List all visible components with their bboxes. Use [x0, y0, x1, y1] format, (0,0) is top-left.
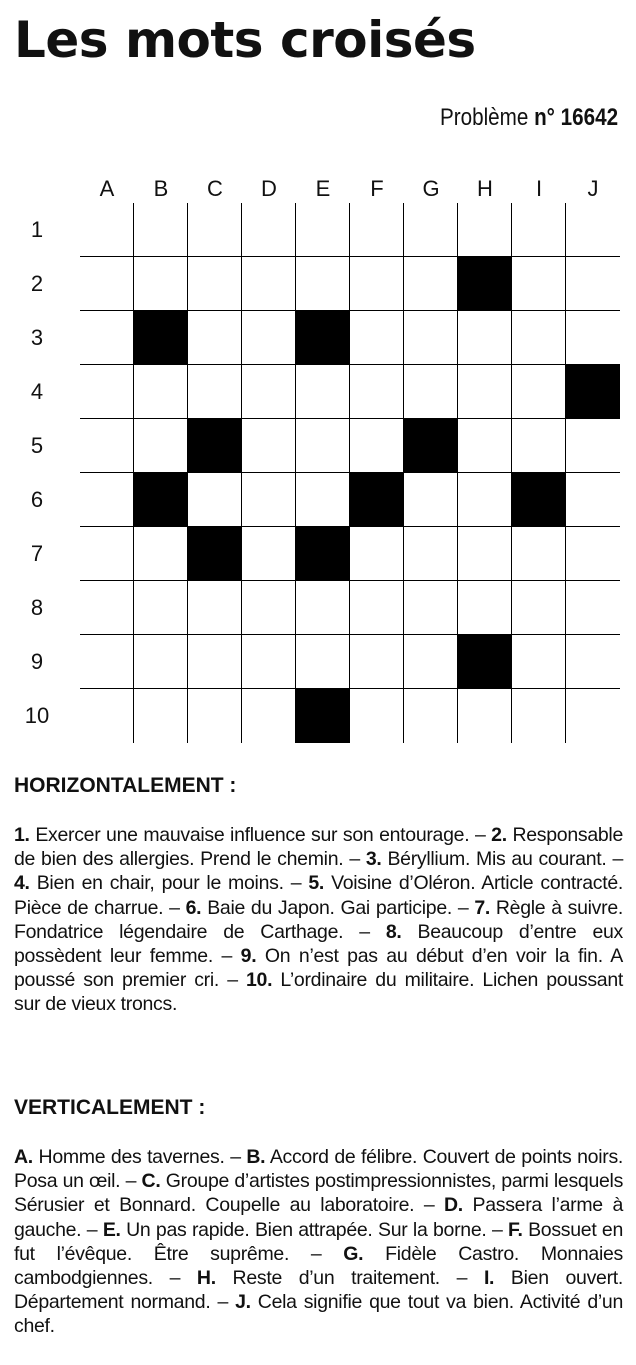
- black-cell: [188, 419, 242, 473]
- grid-cell[interactable]: [350, 257, 404, 311]
- horizontal-heading: HORIZONTALEMENT :: [14, 774, 237, 797]
- row-label: 6: [30, 487, 44, 512]
- grid-cell[interactable]: [80, 257, 134, 311]
- grid-cell[interactable]: [134, 257, 188, 311]
- clue-text: Voisine d’Oléron. Article contracté. Pièce de charrue.: [14, 872, 624, 919]
- grid-cell[interactable]: [512, 419, 566, 473]
- grid-cell[interactable]: [242, 473, 296, 527]
- grid-cell[interactable]: [134, 689, 188, 743]
- row-label: 8: [30, 595, 44, 620]
- grid-cell[interactable]: [80, 581, 134, 635]
- grid-cell[interactable]: [350, 365, 404, 419]
- grid-cell[interactable]: [242, 257, 296, 311]
- black-cell: [296, 527, 350, 581]
- grid-cell[interactable]: [404, 527, 458, 581]
- grid-cell[interactable]: [566, 527, 620, 581]
- grid-cell[interactable]: [566, 581, 620, 635]
- grid-cell[interactable]: [458, 581, 512, 635]
- clue-number: C.: [141, 1170, 161, 1193]
- clue-number: G.: [343, 1242, 364, 1265]
- clue-number: 8.: [385, 920, 402, 943]
- row-label: 7: [30, 541, 44, 566]
- clue-number: 10.: [245, 969, 273, 992]
- problem-number: [440, 104, 618, 132]
- grid-cell[interactable]: [404, 473, 458, 527]
- clue-text: Exercer une mauvaise influence sur son entourage.: [35, 824, 470, 846]
- grid-cell[interactable]: [458, 527, 512, 581]
- grid-cell[interactable]: [242, 689, 296, 743]
- grid-cell[interactable]: [296, 365, 350, 419]
- grid-cell[interactable]: [242, 419, 296, 473]
- clue-number: B.: [246, 1146, 266, 1168]
- row-label: 5: [30, 433, 44, 458]
- grid-cell[interactable]: [296, 257, 350, 311]
- grid-cell[interactable]: [512, 635, 566, 689]
- clue-number: J.: [235, 1291, 251, 1314]
- grid-cell[interactable]: [80, 527, 134, 581]
- grid-cell[interactable]: [134, 581, 188, 635]
- clue-text: Beaucoup d’entre eux possèdent leur femme.: [14, 920, 623, 968]
- black-cell: [566, 365, 620, 419]
- clue-number: E.: [102, 1218, 121, 1241]
- grid-cell[interactable]: [80, 635, 134, 689]
- grid-cell[interactable]: [242, 203, 296, 257]
- row-label: 9: [30, 649, 44, 674]
- grid-cell[interactable]: [512, 689, 566, 743]
- clue-text: L’ordinaire du militaire. Lichen poussant sur de vieux troncs.: [14, 969, 624, 1016]
- clue-number: 9.: [240, 945, 257, 968]
- grid-cell[interactable]: [512, 527, 566, 581]
- clue-number: 1.: [14, 824, 30, 846]
- grid-cell[interactable]: [350, 311, 404, 365]
- grid-cell[interactable]: [458, 473, 512, 527]
- black-cell: [404, 419, 458, 473]
- problem-number-value: n° 16642: [534, 104, 618, 131]
- grid-cell[interactable]: [566, 689, 620, 743]
- clue-number: F.: [508, 1218, 523, 1241]
- grid-cell[interactable]: [512, 257, 566, 311]
- grid-cell[interactable]: [350, 527, 404, 581]
- column-label: J: [587, 176, 599, 201]
- grid-cell[interactable]: [188, 257, 242, 311]
- row-label: 3: [30, 325, 44, 350]
- page-title: Les mots croisés: [14, 11, 476, 69]
- grid-cell[interactable]: [242, 527, 296, 581]
- column-label: E: [315, 176, 331, 201]
- clue-text: Fidèle Castro. Monnaies cambodgiennes.: [14, 1242, 623, 1290]
- grid-cell[interactable]: [350, 203, 404, 257]
- grid-cell[interactable]: [566, 419, 620, 473]
- grid-cell[interactable]: [134, 635, 188, 689]
- clue-text: Accord de félibre. Couvert de points noirs. Posa un œil.: [14, 1146, 624, 1193]
- grid-cell[interactable]: [134, 365, 188, 419]
- crossword-grid: [80, 203, 620, 743]
- grid-cell[interactable]: [350, 581, 404, 635]
- grid-cell[interactable]: [188, 581, 242, 635]
- black-cell: [350, 473, 404, 527]
- grid-cell[interactable]: [242, 311, 296, 365]
- clue-number: 7.: [474, 896, 490, 919]
- grid-cell[interactable]: [188, 311, 242, 365]
- grid-cell[interactable]: [242, 581, 296, 635]
- grid-cell[interactable]: [566, 203, 620, 257]
- grid-cell[interactable]: [350, 689, 404, 743]
- grid-cell[interactable]: [296, 473, 350, 527]
- clue-number: 5.: [308, 872, 325, 895]
- grid-cell[interactable]: [404, 203, 458, 257]
- clue-number: 6.: [185, 896, 202, 919]
- clue-text: Reste d’un traitement.: [232, 1267, 440, 1290]
- grid-cell[interactable]: [566, 257, 620, 311]
- horizontal-clues: 1. Exercer une mauvaise influence sur son entourage. – 2. Responsable de bien des allergies. Prend le chemin. – 3. Béryllium. Mis au courant. – 4. Bien en chair, pour le moins. – 5. Voisine d’Oléron. Article contracté. Pièce de charrue. – 6. Baie du Japon. Gai participe. – 7. Règle à suivre. Fondatrice légendaire de Carthage. – 8. Beaucoup d’entre eux possèdent leur femme. – 9. On n’est pas au début d’en voir la fin. A poussé son premier cri. – 10. L’ordinaire du militaire. Lichen poussant sur de vieux troncs.: [14, 824, 624, 1016]
- grid-cell[interactable]: [296, 203, 350, 257]
- black-cell: [188, 527, 242, 581]
- grid-cell[interactable]: [296, 419, 350, 473]
- row-label: 2: [30, 271, 44, 296]
- clue-number: 4.: [14, 872, 30, 895]
- grid-cell[interactable]: [350, 419, 404, 473]
- clue-text: Baie du Japon. Gai participe.: [207, 896, 452, 919]
- clue-text: On n’est pas au début d’en voir la fin. A poussé son premier cri.: [14, 945, 624, 992]
- problem-label: Problème: [439, 104, 529, 131]
- grid-cell[interactable]: [458, 365, 512, 419]
- clue-text: Cela signifie que tout va bien. Activité d’un chef.: [14, 1291, 624, 1338]
- clue-text: Règle à suivre. Fondatrice légendaire de Carthage.: [14, 896, 623, 943]
- black-cell: [134, 473, 188, 527]
- clue-text: Passera l’arme à gauche.: [14, 1194, 623, 1241]
- row-label: 4: [30, 379, 44, 404]
- grid-cell[interactable]: [134, 419, 188, 473]
- black-cell: [458, 257, 512, 311]
- black-cell: [512, 473, 566, 527]
- grid-cell[interactable]: [188, 689, 242, 743]
- grid-cell[interactable]: [350, 635, 404, 689]
- grid-cell[interactable]: [458, 203, 512, 257]
- grid-cell[interactable]: [80, 203, 134, 257]
- black-cell: [296, 311, 350, 365]
- grid-cell[interactable]: [404, 365, 458, 419]
- column-label: I: [535, 176, 543, 201]
- column-label: A: [99, 176, 115, 201]
- vertical-clues: A. Homme des tavernes. – B. Accord de félibre. Couvert de points noirs. Posa un œil. – C. Groupe d’artistes postimpressionnistes, parmi lesquels Sérusier et Bonnard. Coupelle au laboratoire. – D. Passera l’arme à gauche. – E. Un pas rapide. Bien attrapée. Sur la borne. – F. Bossuet en fut l’évêque. Être suprême. – G. Fidèle Castro. Monnaies cambodgiennes. – H. Reste d’un traitement. – I. Bien ouvert. Département normand. – J. Cela signifie que tout va bien. Activité d’un chef.: [14, 1146, 624, 1338]
- grid-cell[interactable]: [80, 689, 134, 743]
- grid-cell[interactable]: [80, 311, 134, 365]
- grid-cell[interactable]: [512, 365, 566, 419]
- grid-cell[interactable]: [458, 689, 512, 743]
- clue-text: Bien en chair, pour le moins.: [36, 872, 284, 895]
- grid-cell[interactable]: [134, 203, 188, 257]
- grid-cell[interactable]: [566, 311, 620, 365]
- grid-cell[interactable]: [458, 311, 512, 365]
- row-label: 1: [30, 217, 44, 242]
- black-cell: [296, 689, 350, 743]
- grid-cell[interactable]: [134, 527, 188, 581]
- grid-cell[interactable]: [242, 365, 296, 419]
- grid-cell[interactable]: [512, 581, 566, 635]
- row-label: 10: [24, 703, 50, 728]
- column-label: B: [153, 176, 169, 201]
- grid-cell[interactable]: [404, 311, 458, 365]
- clue-text: Homme des tavernes.: [38, 1146, 225, 1168]
- clue-text: Bien ouvert. Département normand.: [14, 1267, 623, 1314]
- grid-cell[interactable]: [512, 311, 566, 365]
- black-cell: [134, 311, 188, 365]
- clue-number: A.: [14, 1146, 33, 1168]
- clue-text: Un pas rapide. Bien attrapée. Sur la borne.: [126, 1218, 487, 1241]
- column-label: D: [261, 176, 277, 201]
- grid-cell[interactable]: [188, 473, 242, 527]
- grid-cell[interactable]: [188, 365, 242, 419]
- grid-cell[interactable]: [566, 473, 620, 527]
- clue-text: Groupe d’artistes postimpressionnistes, parmi lesquels Sérusier et Bonnard. Coupelle au laboratoire.: [14, 1170, 624, 1217]
- grid-cell[interactable]: [80, 419, 134, 473]
- vertical-heading: VERTICALEMENT :: [14, 1096, 206, 1119]
- grid-cell[interactable]: [458, 419, 512, 473]
- grid-cell[interactable]: [296, 581, 350, 635]
- column-label: F: [370, 176, 384, 201]
- clue-text: Béryllium. Mis au courant.: [387, 848, 607, 871]
- grid-cell[interactable]: [404, 581, 458, 635]
- grid-cell[interactable]: [242, 635, 296, 689]
- clue-text: Bossuet en fut l’évêque. Être suprême.: [14, 1218, 624, 1265]
- column-label: H: [477, 176, 493, 201]
- grid-cell[interactable]: [80, 365, 134, 419]
- grid-cell[interactable]: [188, 635, 242, 689]
- black-cell: [458, 635, 512, 689]
- column-label: C: [207, 176, 223, 201]
- grid-cell[interactable]: [512, 203, 566, 257]
- grid-cell[interactable]: [404, 689, 458, 743]
- clue-number: 2.: [491, 824, 507, 846]
- clue-number: D.: [444, 1194, 463, 1217]
- clue-number: 3.: [365, 848, 382, 871]
- grid-cell[interactable]: [188, 203, 242, 257]
- clue-text: Responsable de bien des allergies. Prend le chemin.: [14, 824, 624, 871]
- grid-cell[interactable]: [296, 635, 350, 689]
- grid-cell[interactable]: [80, 473, 134, 527]
- grid-cell[interactable]: [404, 257, 458, 311]
- clue-number: H.: [196, 1267, 216, 1290]
- clue-number: I.: [483, 1267, 495, 1290]
- grid-cell[interactable]: [566, 635, 620, 689]
- column-label: G: [422, 176, 440, 201]
- grid-cell[interactable]: [404, 635, 458, 689]
